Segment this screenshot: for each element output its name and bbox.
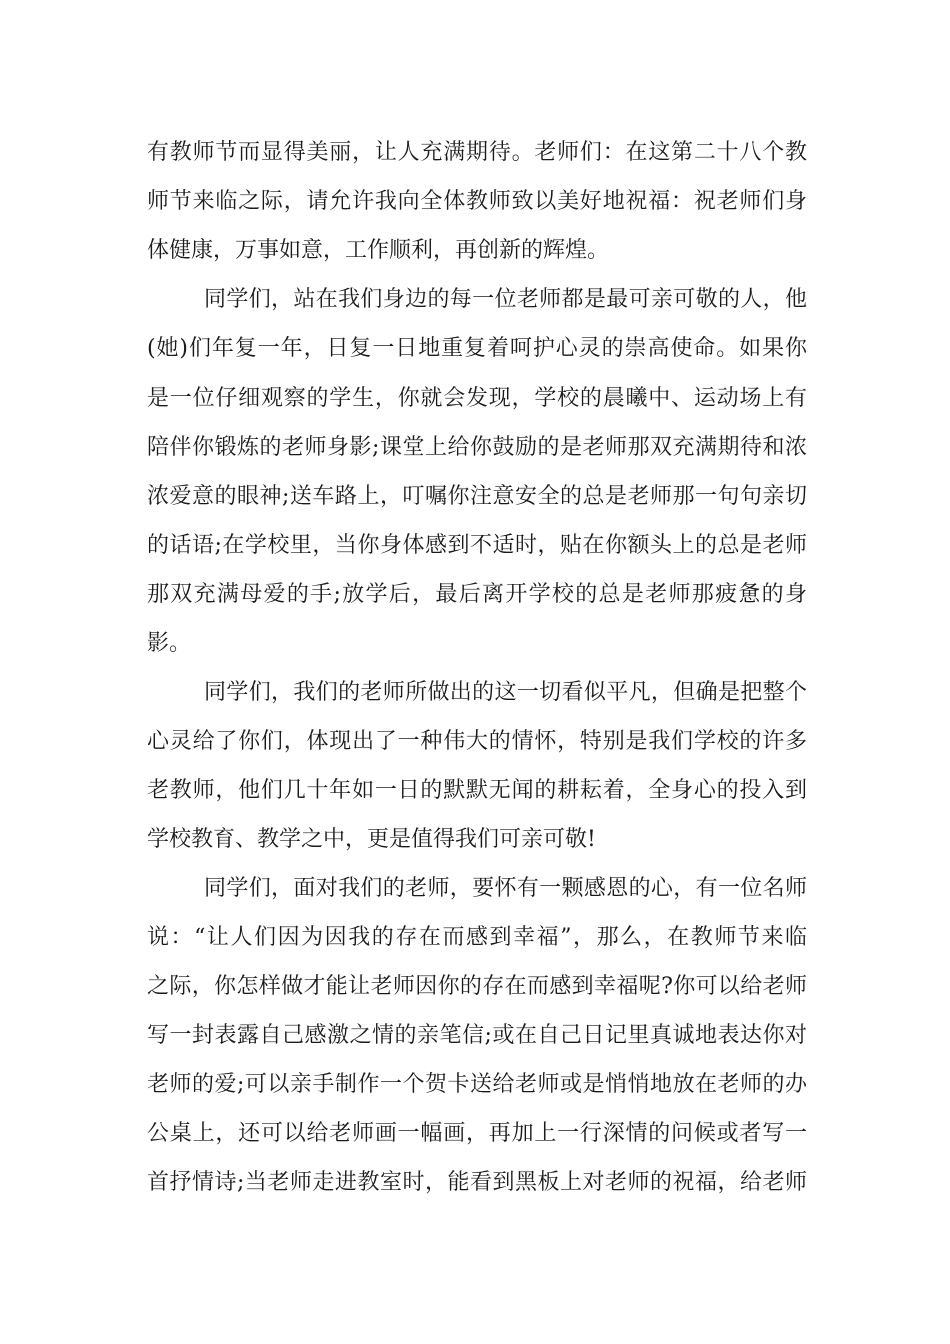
paragraph-first-line: 同学们，我们的老师所做出的这一切看似平凡，但确是把整个 <box>204 680 807 705</box>
paragraph-first-line: 同学们，站在我们身边的每一位老师都是最可亲可敬的人，他 <box>204 287 807 312</box>
paragraph-line: 师节来临之际，请允许我向全体教师致以美好地祝福：祝老师们身 <box>147 189 807 214</box>
paragraph-line: 说：“让人们因为因我的存在而感到幸福”，那么，在教师节来临 <box>147 925 807 950</box>
paragraph-line: 首抒情诗;当老师走进教室时，能看到黑板上对老师的祝福，给老师 <box>147 1170 807 1195</box>
paragraph-line: 老教师，他们几十年如一日的默默无闻的耕耘着，全身心的投入到 <box>147 778 807 803</box>
paragraph-line: 的话语;在学校里，当你身体感到不适时，贴在你额头上的总是老师 <box>147 533 807 558</box>
paragraph-line: 有教师节而显得美丽，让人充满期待。老师们：在这第二十八个教 <box>147 140 807 165</box>
paragraph-line: 之际，你怎样做才能让老师因你的存在而感到幸福呢?你可以给老师 <box>147 974 807 999</box>
paragraph-line: 心灵给了你们，体现出了一种伟大的情怀，特别是我们学校的许多 <box>147 729 807 754</box>
paragraph-line: 老师的爱;可以亲手制作一个贺卡送给老师或是悄悄地放在老师的办 <box>147 1072 807 1097</box>
paragraph-line: 影。 <box>147 631 192 656</box>
paragraph-line: 体健康，万事如意，工作顺利，再创新的辉煌。 <box>147 238 610 263</box>
paragraph-line: 写一封表露自己感激之情的亲笔信;或在自己日记里真诚地表达你对 <box>147 1023 807 1048</box>
paragraph-line: 公桌上，还可以给老师画一幅画，再加上一行深情的问候或者写一 <box>147 1121 807 1146</box>
paragraph-line: 浓爱意的眼神;送车路上，叮嘱你注意安全的总是老师那一句句亲切 <box>147 484 807 509</box>
paragraph-line: 陪伴你锻炼的老师身影;课堂上给你鼓励的是老师那双充满期待和浓 <box>147 435 807 460</box>
paragraph-line: (她)们年复一年，日复一日地重复着呵护心灵的崇高使命。如果你 <box>147 336 807 361</box>
paragraph-first-line: 同学们，面对我们的老师，要怀有一颗感恩的心，有一位名师 <box>204 876 807 901</box>
paragraph-line: 那双充满母爱的手;放学后，最后离开学校的总是老师那疲惫的身 <box>147 582 807 607</box>
paragraph-line: 是一位仔细观察的学生，你就会发现，学校的晨曦中、运动场上有 <box>147 386 807 411</box>
paragraph-line: 学校教育、教学之中，更是值得我们可亲可敬! <box>147 827 596 852</box>
